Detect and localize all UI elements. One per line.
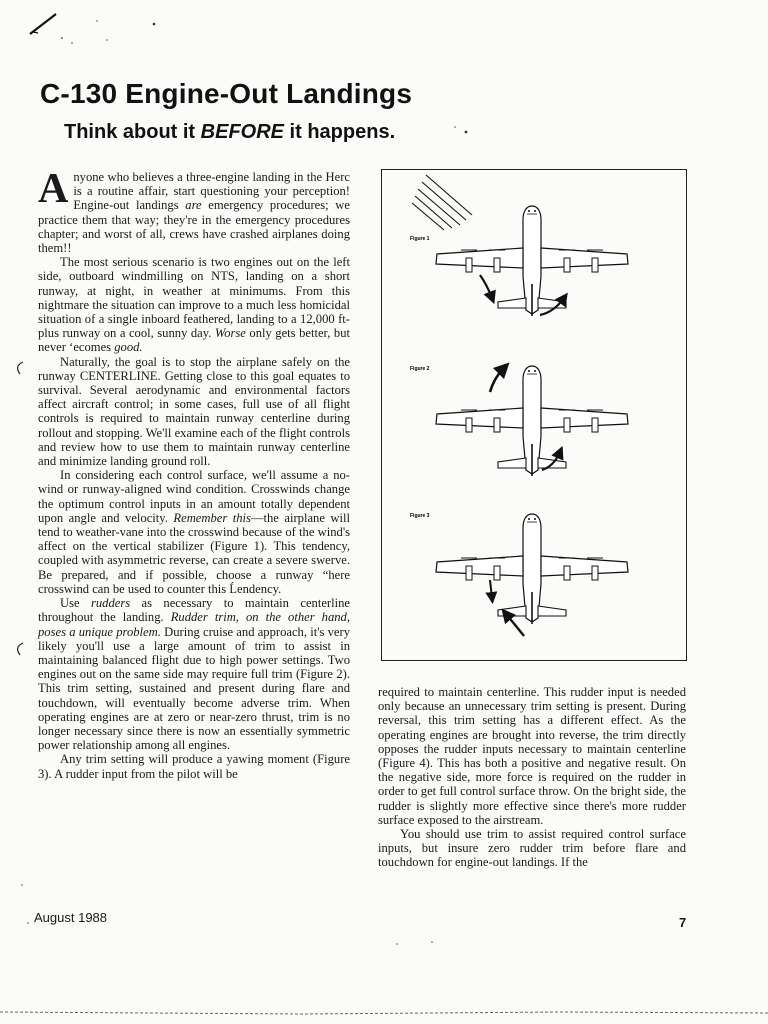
page-number: 7 bbox=[679, 915, 687, 930]
paragraph-trim: Any trim setting will produce a yawing moment (Figure 3). A rudder input from the pilot will be bbox=[38, 752, 350, 781]
figure-label: Figure 2 bbox=[410, 366, 430, 372]
wind-lines bbox=[412, 175, 472, 230]
figure-panel bbox=[381, 169, 687, 661]
aircraft-figure-2 bbox=[436, 366, 628, 476]
arrow-icon bbox=[490, 368, 504, 392]
arrow-icon bbox=[506, 614, 524, 636]
footer-date: August 1988 bbox=[34, 910, 108, 925]
subtitle-emphasis: BEFORE bbox=[200, 121, 284, 143]
paragraph-centerline: Naturally, the goal is to stop the airplane safely on the runway CENTERLINE. Getting close to this goal equates to survival. Several aerodynamic and environmental factors affect aircraft control; in some cases, full use of all flight controls is required to maintain runway centerline during rollout and stopping. We'll examine each of the flight controls and review how to use them to maintain runway centerline and minimize landing ground roll. bbox=[38, 354, 350, 469]
drop-cap: A bbox=[38, 166, 69, 212]
article-subtitle bbox=[64, 121, 395, 144]
column-right bbox=[378, 685, 686, 870]
paragraph-scenario: The most serious scenario is two engines out on the left side, outboard windmilling on NTS, landing on a short runway, at night, in weather at minimums. From this nightmare the situation can improve to a much less homicidal situation of a single inboard feathered, landing to a 12,000 ft-plus runway on a cool, sunny day. Worse only gets better, but never ʻecomes good. bbox=[38, 255, 350, 355]
paragraph-crosswind: In considering each control surface, we'll assume a no-wind or runway-aligned wind condition. Crosswinds change the optimum control inputs in an amount totally dependent upon angle and velocity. Remember this—the airplane will tend to weather-vane into the crosswind because of the wind's affect on the vertical stabilizer (Figure 1). This tendency, coupled with asymmetric reverse, can create a severe swerve. Be prepared, and if possible, choose a runway “here crosswind can be used to counter this Ĺendency. bbox=[38, 468, 350, 596]
figure-label: Figure 3 bbox=[410, 513, 430, 519]
arrow-icon bbox=[480, 275, 492, 298]
paragraph-rudders: Use rudders as necessary to maintain centerline throughout the landing. Rudder trim, on the other hand, poses a unique problem. During cruise and approach, it's very likely you'll use a large amount of trim to assist in maintaining balanced flight due to high power settings. Two engines out on the same side may require full trim (Figure 2). This trim setting, sustained and present during flare and touchdown, will eventually become adverse trim. When operating engines are at zero or near-zero thrust, trim is no longer necessary since there is now an essentially symmetric power relationship among all engines. bbox=[38, 596, 351, 753]
aircraft-figure-1 bbox=[436, 206, 628, 316]
aircraft-figures bbox=[382, 170, 686, 660]
subtitle-post: it happens. bbox=[284, 121, 396, 143]
arrow-icon bbox=[490, 580, 492, 598]
aircraft-figure-3 bbox=[436, 514, 628, 624]
paragraph-intro: Anyone who believes a three-engine landing in the Herc is a routine affair, start questioning your perception! Engine-out landings are emergency procedures; we practice them that way; they're in the emergency procedures chapter; and worst of all, crews have crashed airplanes doing them!! bbox=[38, 166, 350, 256]
figure-label: Figure 1 bbox=[410, 236, 430, 242]
paragraph-continued: required to maintain centerline. This rudder input is needed only because an unnecessary trim setting is present. During reversal, this trim setting has a different effect. As the operating engines are brought into reverse, the trim directly opposes the rudder inputs necessary to maintain centerline (Figure 4). This has both a positive and negative result. On the negative side, more force is required on the rudder in order to get full control surface throw. On the bright side, the rudder is slightly more effective since there's more rudder surface exposed to the airstream. bbox=[378, 685, 686, 827]
subtitle-pre: Think about it bbox=[64, 121, 201, 143]
article-title: C-130 Engine-Out Landings bbox=[40, 78, 413, 109]
column-left bbox=[38, 166, 351, 781]
paragraph-trim-advice: You should use trim to assist required control surface inputs, but insure zero rudder trim before flare and touchdown for engine-out landings. If the bbox=[378, 827, 686, 870]
